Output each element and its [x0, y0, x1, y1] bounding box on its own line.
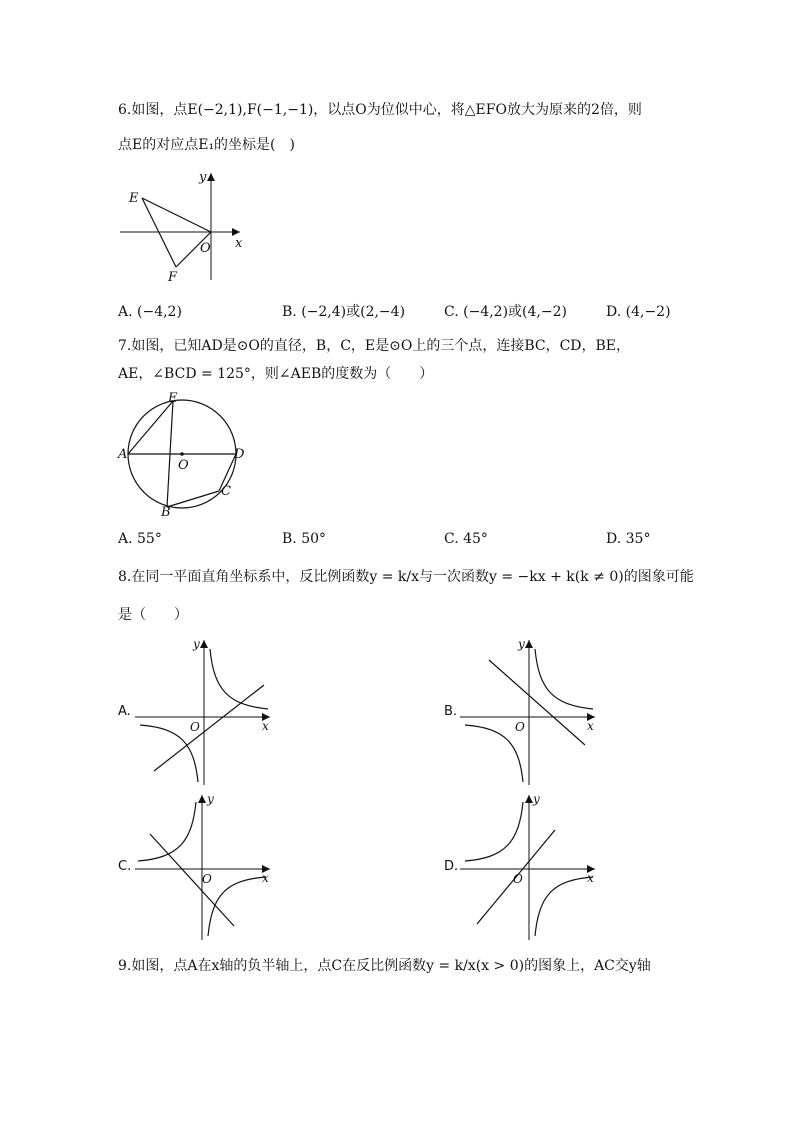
- svg-text:y: y: [518, 637, 525, 651]
- q6-text-line1: 6.如图，点E(−2,1),F(−1,−1)，以点O为位似中心，将△EFO放大为原来的2倍，则: [118, 102, 642, 118]
- q8-graph-b-label: B.: [444, 704, 458, 719]
- q8-graph-d: [455, 790, 605, 945]
- q7-label-B: B: [161, 505, 171, 520]
- svg-text:x: x: [262, 871, 269, 885]
- svg-text:x: x: [587, 871, 594, 885]
- svg-text:y: y: [207, 792, 214, 806]
- q8-graph-a: [130, 635, 280, 790]
- q7-option-a: A. 55°: [118, 531, 162, 547]
- q6-label-x: x: [235, 236, 243, 251]
- svg-text:O: O: [202, 872, 212, 886]
- svg-text:x: x: [262, 719, 269, 733]
- q7-option-c: C. 45°: [444, 531, 488, 547]
- svg-text:O: O: [190, 720, 200, 734]
- q7-label-A: A: [118, 447, 128, 462]
- svg-text:y: y: [533, 792, 540, 806]
- q7-option-d: D. 35°: [606, 531, 651, 547]
- q8-graph-d-label: D.: [444, 859, 459, 874]
- q8-graph-b: [455, 635, 605, 790]
- q6-label-F: F: [168, 270, 178, 285]
- q9-text-line1: 9.如图，点A在x轴的负半轴上，点C在反比例函数y = k/x(x > 0)的图象上，AC交y轴: [118, 958, 651, 974]
- q7-figure: [115, 390, 255, 520]
- q6-label-y: y: [199, 170, 207, 185]
- svg-text:y: y: [193, 637, 200, 651]
- q8-text-line2: 是（ ）: [118, 607, 188, 623]
- q6-text-line2: 点E的对应点E₁的坐标是( ): [118, 137, 295, 153]
- q8-graph-a-label: A.: [118, 704, 131, 719]
- q6-figure: [115, 165, 255, 285]
- q6-option-c: C. (−4,2)或(4,−2): [444, 304, 567, 320]
- q7-label-C: C: [221, 484, 231, 499]
- q8-graph-c-label: C.: [118, 859, 132, 874]
- q8-text-line1: 8.在同一平面直角坐标系中，反比例函数y = k/x与一次函数y = −kx + k(k ≠ 0)的图象可能: [118, 569, 694, 585]
- q7-option-b: B. 50°: [282, 531, 327, 547]
- svg-text:O: O: [513, 872, 523, 886]
- q7-label-O: O: [178, 458, 189, 473]
- q7-label-D: D: [234, 447, 245, 462]
- svg-text:x: x: [587, 719, 594, 733]
- q7-label-E: E: [168, 391, 178, 406]
- q6-option-d: D. (4,−2): [606, 304, 671, 320]
- q8-graph-c: [130, 790, 280, 945]
- q6-label-O: O: [200, 241, 211, 256]
- q6-label-E: E: [129, 191, 139, 206]
- q6-option-a: A. (−4,2): [118, 304, 182, 320]
- svg-text:O: O: [515, 720, 525, 734]
- q6-option-b: B. (−2,4)或(2,−4): [282, 304, 406, 320]
- q7-text-line1: 7.如图，已知AD是⊙O的直径，B，C，E是⊙O上的三个点，连接BC，CD，BE，: [118, 338, 631, 354]
- q7-text-line2: AE，∠BCD = 125°，则∠AEB的度数为（ ）: [118, 366, 434, 382]
